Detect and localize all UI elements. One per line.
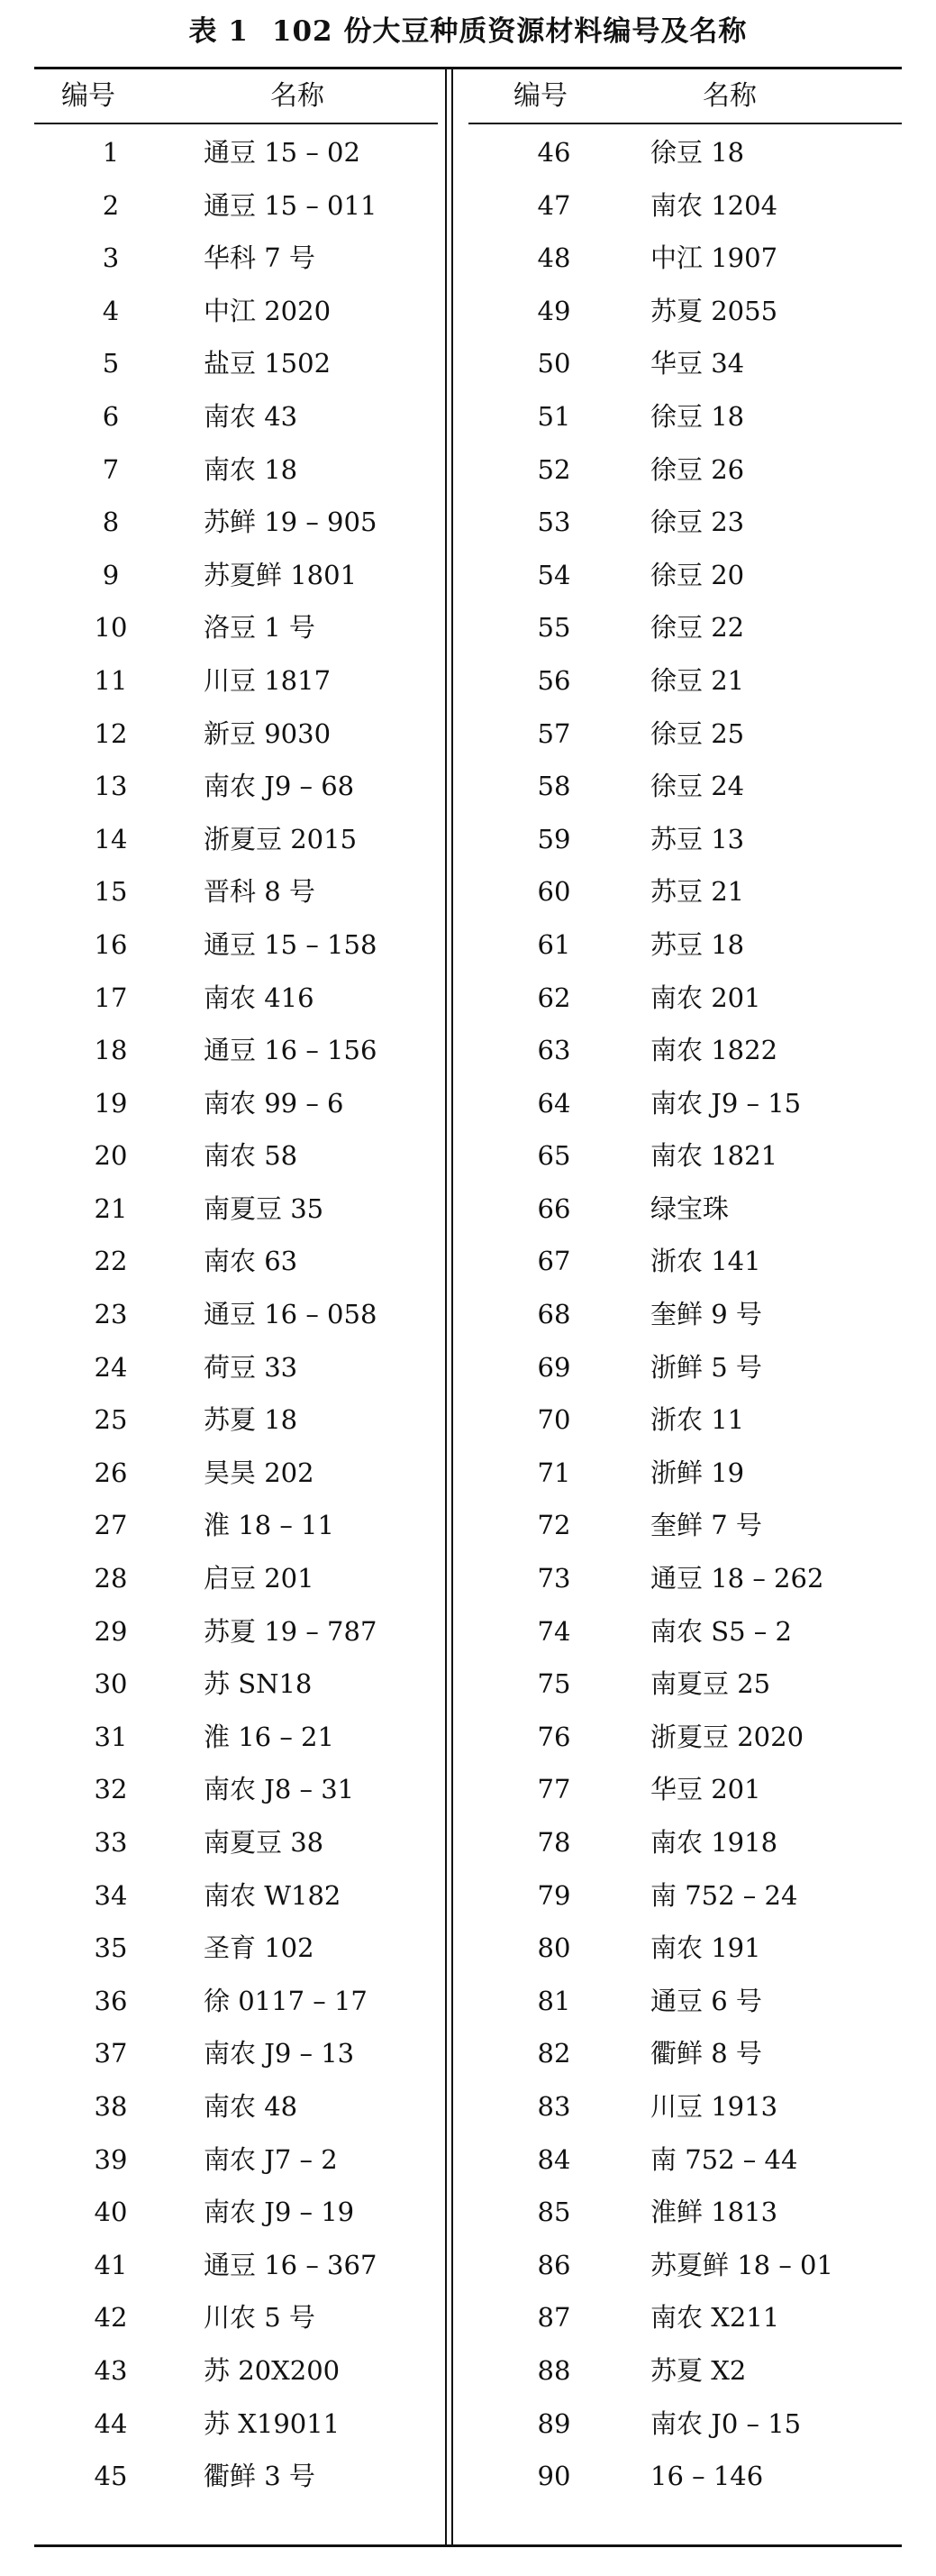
- table-row: [36, 1658, 468, 1711]
- cell-number: 85: [537, 2197, 571, 2228]
- cell-number: 53: [537, 507, 571, 538]
- table-row: [468, 1552, 901, 1605]
- cell-number: 4: [102, 295, 120, 326]
- table-row: [468, 1922, 901, 1975]
- cell-name: 衢鲜 8 号: [650, 2038, 762, 2069]
- table-row: [468, 2027, 901, 2080]
- table-row: [468, 813, 901, 866]
- cell-name: 盐豆 1502: [204, 348, 332, 379]
- table-row: [468, 708, 901, 761]
- table-row: [36, 1922, 468, 1975]
- cell-name: 通豆 16 – 367: [204, 2249, 377, 2280]
- table-row: [36, 2450, 468, 2503]
- table-row: [468, 601, 901, 654]
- cell-name: 通豆 6 号: [650, 1985, 762, 2016]
- cell-number: 74: [537, 1615, 571, 1647]
- cell-name: 南农 X211: [650, 2302, 780, 2334]
- cell-name: 南农 18: [204, 453, 298, 485]
- cell-name: 南 752 – 24: [650, 1879, 798, 1911]
- cell-name: 通豆 15 – 158: [204, 928, 377, 960]
- cell-name: 南农 J9 – 19: [204, 2197, 355, 2228]
- table-row: [468, 179, 901, 233]
- table-row: [468, 1341, 901, 1394]
- cell-name: 淮 16 – 21: [204, 1721, 334, 1752]
- cell-name: 南农 J9 – 15: [650, 1087, 802, 1119]
- table-row: [468, 126, 901, 179]
- cell-name: 南 752 – 44: [650, 2143, 798, 2175]
- cell-number: 14: [94, 823, 128, 854]
- cell-number: 3: [102, 242, 120, 274]
- cell-name: 南农 99 – 6: [204, 1087, 344, 1119]
- cell-number: 84: [537, 2143, 571, 2175]
- cell-name: 南农 63: [204, 1246, 298, 1277]
- table-row: [468, 1024, 901, 1077]
- cell-number: 89: [537, 2407, 571, 2439]
- table-row: [36, 918, 468, 972]
- cell-number: 87: [537, 2302, 571, 2334]
- table-row: [36, 443, 468, 497]
- cell-number: 82: [537, 2038, 571, 2069]
- cell-name: 圣育 102: [204, 1932, 314, 1964]
- cell-name: 苏鲜 19 – 905: [204, 507, 377, 538]
- table-right-half: [468, 70, 901, 2492]
- header-number: 编号: [513, 80, 568, 112]
- table-row: [36, 1393, 468, 1447]
- cell-number: 55: [537, 612, 571, 644]
- table-number: 表 1: [188, 15, 249, 48]
- table-row: [36, 1288, 468, 1341]
- table-row: [36, 654, 468, 708]
- cell-number: 25: [94, 1404, 128, 1436]
- cell-number: 56: [537, 664, 571, 696]
- table-row: [468, 1129, 901, 1183]
- header-name: 名称: [270, 80, 324, 112]
- cell-name: 荷豆 33: [204, 1351, 298, 1383]
- cell-number: 21: [94, 1192, 128, 1224]
- table-row: [36, 2344, 468, 2398]
- cell-number: 75: [537, 1668, 571, 1700]
- cell-name: 苏豆 13: [650, 823, 745, 854]
- table-row: [468, 2344, 901, 2398]
- table-row: [468, 1658, 901, 1711]
- cell-name: 通豆 15 – 02: [204, 137, 360, 168]
- cell-name: 徐豆 25: [650, 717, 745, 749]
- cell-name: 浙鲜 5 号: [650, 1351, 762, 1383]
- cell-number: 63: [537, 1035, 571, 1066]
- cell-number: 45: [94, 2461, 128, 2492]
- header-number: 编号: [61, 80, 115, 112]
- table-row: [36, 1499, 468, 1552]
- cell-name: 苏豆 18: [650, 928, 745, 960]
- cell-number: 64: [537, 1087, 571, 1119]
- cell-number: 31: [94, 1721, 128, 1752]
- cell-name: 华豆 34: [650, 348, 745, 379]
- cell-number: 19: [94, 1087, 128, 1119]
- table-row: [468, 1605, 901, 1658]
- cell-name: 浙农 11: [650, 1404, 745, 1436]
- cell-name: 徐 0117 – 17: [204, 1985, 368, 2016]
- cell-name: 启豆 201: [204, 1563, 314, 1594]
- cell-name: 徐豆 24: [650, 771, 745, 802]
- cell-number: 26: [94, 1457, 128, 1488]
- table-row: [36, 179, 468, 233]
- cell-number: 12: [94, 717, 128, 749]
- table-row: [468, 760, 901, 813]
- table-body-left: [36, 126, 468, 2503]
- cell-number: 17: [94, 982, 128, 1013]
- cell-number: 38: [94, 2090, 128, 2122]
- cell-name: 川豆 1913: [650, 2090, 778, 2122]
- table-row: [36, 390, 468, 443]
- table-row: [468, 1975, 901, 2028]
- cell-name: 浙夏豆 2015: [204, 823, 358, 854]
- table-row: [468, 549, 901, 602]
- table-row: [36, 2133, 468, 2187]
- table-row: [468, 2186, 901, 2239]
- table-caption: [0, 11, 936, 52]
- cell-name: 南农 43: [204, 400, 298, 432]
- cell-number: 57: [537, 717, 571, 749]
- cell-name: 中江 2020: [204, 295, 332, 326]
- cell-number: 78: [537, 1827, 571, 1858]
- table-row: [36, 1235, 468, 1288]
- table-row: [468, 1869, 901, 1923]
- cell-name: 晋科 8 号: [204, 876, 315, 908]
- cell-name: 南农 58: [204, 1140, 298, 1172]
- table-row: [36, 2080, 468, 2133]
- table-row: [36, 1975, 468, 2028]
- table-row: [36, 126, 468, 179]
- cell-name: 通豆 15 – 011: [204, 189, 377, 221]
- cell-name: 通豆 16 – 058: [204, 1299, 377, 1330]
- cell-name: 16 – 146: [650, 2461, 764, 2492]
- cell-number: 43: [94, 2354, 128, 2386]
- cell-name: 南农 J7 – 2: [204, 2143, 338, 2175]
- cell-number: 47: [537, 189, 571, 221]
- cell-number: 10: [94, 612, 128, 644]
- cell-number: 7: [102, 453, 120, 485]
- table-header: [36, 70, 468, 123]
- cell-name: 苏夏鲜 18 – 01: [650, 2249, 833, 2280]
- cell-number: 71: [537, 1457, 571, 1488]
- table-row: [36, 232, 468, 285]
- table-row: [468, 865, 901, 918]
- cell-name: 川农 5 号: [204, 2302, 315, 2334]
- table-row: [468, 1235, 901, 1288]
- cell-name: 徐豆 18: [650, 137, 745, 168]
- cell-name: 浙农 141: [650, 1246, 761, 1277]
- cell-number: 73: [537, 1563, 571, 1594]
- table-header: [468, 70, 901, 123]
- table-left-half: [36, 70, 468, 2492]
- cell-name: 南农 J9 – 68: [204, 771, 355, 802]
- cell-number: 1: [102, 137, 120, 168]
- table-row: [468, 654, 901, 708]
- cell-name: 浙夏豆 2020: [650, 1721, 804, 1752]
- cell-number: 20: [94, 1140, 128, 1172]
- cell-name: 南农 J9 – 13: [204, 2038, 355, 2069]
- cell-number: 69: [537, 1351, 571, 1383]
- table-row: [468, 390, 901, 443]
- table-row: [36, 1711, 468, 1764]
- table-row: [36, 1183, 468, 1236]
- table-row: [36, 865, 468, 918]
- table-row: [468, 1711, 901, 1764]
- table-row: [468, 1816, 901, 1869]
- cell-number: 41: [94, 2249, 128, 2280]
- cell-name: 绿宝珠: [650, 1192, 730, 1224]
- table-row: [36, 2186, 468, 2239]
- table-row: [36, 972, 468, 1025]
- cell-number: 11: [94, 664, 128, 696]
- cell-name: 南农 J8 – 31: [204, 1774, 355, 1805]
- table-row: [468, 2398, 901, 2451]
- cell-name: 苏夏 18: [204, 1404, 298, 1436]
- cell-number: 86: [537, 2249, 571, 2280]
- cell-number: 2: [102, 189, 120, 221]
- cell-number: 65: [537, 1140, 571, 1172]
- table-body-right: [468, 126, 901, 2503]
- cell-number: 51: [537, 400, 571, 432]
- cell-name: 奎鲜 9 号: [650, 1299, 762, 1330]
- table-row: [468, 2080, 901, 2133]
- cell-name: 徐豆 22: [650, 612, 745, 644]
- table-row: [36, 1341, 468, 1394]
- cell-number: 9: [102, 559, 120, 590]
- table-row: [468, 2450, 901, 2503]
- table-row: [36, 337, 468, 390]
- cell-name: 川豆 1817: [204, 664, 332, 696]
- table-row: [36, 496, 468, 549]
- table-row: [468, 1763, 901, 1816]
- table-row: [468, 1183, 901, 1236]
- table-row: [36, 708, 468, 761]
- cell-name: 淮 18 – 11: [204, 1510, 334, 1541]
- cell-number: 29: [94, 1615, 128, 1647]
- cell-number: 8: [102, 507, 120, 538]
- table-row: [36, 2027, 468, 2080]
- cell-name: 南夏豆 25: [650, 1668, 771, 1700]
- table-row: [36, 549, 468, 602]
- cell-number: 48: [537, 242, 571, 274]
- table-row: [36, 2239, 468, 2292]
- cell-number: 40: [94, 2197, 128, 2228]
- cell-name: 南农 1822: [650, 1035, 778, 1066]
- table-row: [36, 1869, 468, 1923]
- cell-number: 61: [537, 928, 571, 960]
- table-row: [468, 337, 901, 390]
- table-row: [36, 1077, 468, 1130]
- table-row: [36, 1129, 468, 1183]
- cell-number: 49: [537, 295, 571, 326]
- cell-number: 60: [537, 876, 571, 908]
- cell-name: 华科 7 号: [204, 242, 315, 274]
- cell-name: 南农 191: [650, 1932, 761, 1964]
- cell-number: 6: [102, 400, 120, 432]
- cell-number: 13: [94, 771, 128, 802]
- cell-name: 中江 1907: [650, 242, 778, 274]
- cell-number: 27: [94, 1510, 128, 1541]
- cell-name: 南夏豆 35: [204, 1192, 324, 1224]
- table-row: [36, 1552, 468, 1605]
- table-row: [468, 1393, 901, 1447]
- table-top-rule: [34, 67, 902, 69]
- cell-name: 苏夏鲜 1801: [204, 559, 358, 590]
- cell-number: 32: [94, 1774, 128, 1805]
- cell-name: 南农 S5 – 2: [650, 1615, 792, 1647]
- cell-name: 南农 1821: [650, 1140, 778, 1172]
- cell-name: 浙鲜 19: [650, 1457, 745, 1488]
- cell-number: 46: [537, 137, 571, 168]
- cell-number: 16: [94, 928, 128, 960]
- cell-number: 24: [94, 1351, 128, 1383]
- cell-number: 88: [537, 2354, 571, 2386]
- cell-name: 苏 SN18: [204, 1668, 313, 1700]
- cell-number: 35: [94, 1932, 128, 1964]
- cell-number: 50: [537, 348, 571, 379]
- cell-number: 22: [94, 1246, 128, 1277]
- cell-name: 洛豆 1 号: [204, 612, 315, 644]
- table-row: [468, 2239, 901, 2292]
- table-row: [468, 232, 901, 285]
- table-row: [468, 1447, 901, 1500]
- cell-name: 奎鲜 7 号: [650, 1510, 762, 1541]
- cell-number: 28: [94, 1563, 128, 1594]
- cell-number: 39: [94, 2143, 128, 2175]
- cell-name: 苏夏 X2: [650, 2354, 747, 2386]
- cell-name: 南农 48: [204, 2090, 298, 2122]
- table-row: [468, 1288, 901, 1341]
- cell-name: 南农 1918: [650, 1827, 778, 1858]
- cell-number: 37: [94, 2038, 128, 2069]
- cell-name: 南农 416: [204, 982, 314, 1013]
- cell-number: 36: [94, 1985, 128, 2016]
- cell-name: 南农 J0 – 15: [650, 2407, 802, 2439]
- cell-name: 苏 X19011: [204, 2407, 341, 2439]
- cell-number: 76: [537, 1721, 571, 1752]
- table-row: [36, 1816, 468, 1869]
- table-row: [36, 2291, 468, 2344]
- cell-name: 南农 W182: [204, 1879, 341, 1911]
- cell-number: 18: [94, 1035, 128, 1066]
- table-row: [36, 2398, 468, 2451]
- cell-number: 33: [94, 1827, 128, 1858]
- table-row: [36, 601, 468, 654]
- table-row: [36, 1605, 468, 1658]
- cell-name: 淮鲜 1813: [650, 2197, 778, 2228]
- cell-name: 新豆 9030: [204, 717, 332, 749]
- cell-name: 南农 1204: [650, 189, 778, 221]
- cell-number: 79: [537, 1879, 571, 1911]
- cell-name: 南夏豆 38: [204, 1827, 324, 1858]
- cell-number: 5: [102, 348, 120, 379]
- table-row: [468, 972, 901, 1025]
- cell-name: 苏 20X200: [204, 2354, 341, 2386]
- cell-number: 58: [537, 771, 571, 802]
- cell-name: 华豆 201: [650, 1774, 761, 1805]
- cell-number: 30: [94, 1668, 128, 1700]
- header-rule-left: [34, 123, 438, 124]
- cell-number: 72: [537, 1510, 571, 1541]
- cell-name: 徐豆 26: [650, 453, 745, 485]
- table-row: [468, 1077, 901, 1130]
- table-row: [468, 918, 901, 972]
- table-row: [468, 1499, 901, 1552]
- cell-name: 苏夏 2055: [650, 295, 778, 326]
- table-row: [36, 1763, 468, 1816]
- cell-name: 昊昊 202: [204, 1457, 314, 1488]
- table-row: [468, 443, 901, 497]
- cell-number: 52: [537, 453, 571, 485]
- header-rule-right: [468, 123, 902, 124]
- cell-number: 77: [537, 1774, 571, 1805]
- cell-name: 徐豆 23: [650, 507, 745, 538]
- cell-number: 59: [537, 823, 571, 854]
- cell-name: 徐豆 21: [650, 664, 745, 696]
- cell-number: 23: [94, 1299, 128, 1330]
- cell-number: 15: [94, 876, 128, 908]
- table-row: [36, 1024, 468, 1077]
- header-name: 名称: [703, 80, 757, 112]
- cell-name: 苏豆 21: [650, 876, 745, 908]
- cell-number: 44: [94, 2407, 128, 2439]
- cell-name: 苏夏 19 – 787: [204, 1615, 377, 1647]
- table-title: 102 份大豆种质资源材料编号及名称: [271, 15, 748, 48]
- cell-name: 衢鲜 3 号: [204, 2461, 315, 2492]
- cell-number: 54: [537, 559, 571, 590]
- cell-number: 66: [537, 1192, 571, 1224]
- cell-number: 80: [537, 1932, 571, 1964]
- table-row: [468, 2133, 901, 2187]
- cell-number: 34: [94, 1879, 128, 1911]
- table-row: [36, 813, 468, 866]
- cell-number: 70: [537, 1404, 571, 1436]
- cell-name: 南农 201: [650, 982, 761, 1013]
- cell-name: 徐豆 18: [650, 400, 745, 432]
- cell-number: 62: [537, 982, 571, 1013]
- table-row: [468, 2291, 901, 2344]
- table-row: [36, 1447, 468, 1500]
- cell-number: 83: [537, 2090, 571, 2122]
- cell-name: 通豆 16 – 156: [204, 1035, 377, 1066]
- table-row: [468, 285, 901, 338]
- cell-number: 68: [537, 1299, 571, 1330]
- table-row: [36, 760, 468, 813]
- cell-number: 81: [537, 1985, 571, 2016]
- cell-name: 徐豆 20: [650, 559, 745, 590]
- cell-number: 42: [94, 2302, 128, 2334]
- table-row: [468, 496, 901, 549]
- table-bottom-rule: [34, 2544, 902, 2547]
- cell-number: 67: [537, 1246, 571, 1277]
- cell-name: 通豆 18 – 262: [650, 1563, 824, 1594]
- table-row: [36, 285, 468, 338]
- cell-number: 90: [537, 2461, 571, 2492]
